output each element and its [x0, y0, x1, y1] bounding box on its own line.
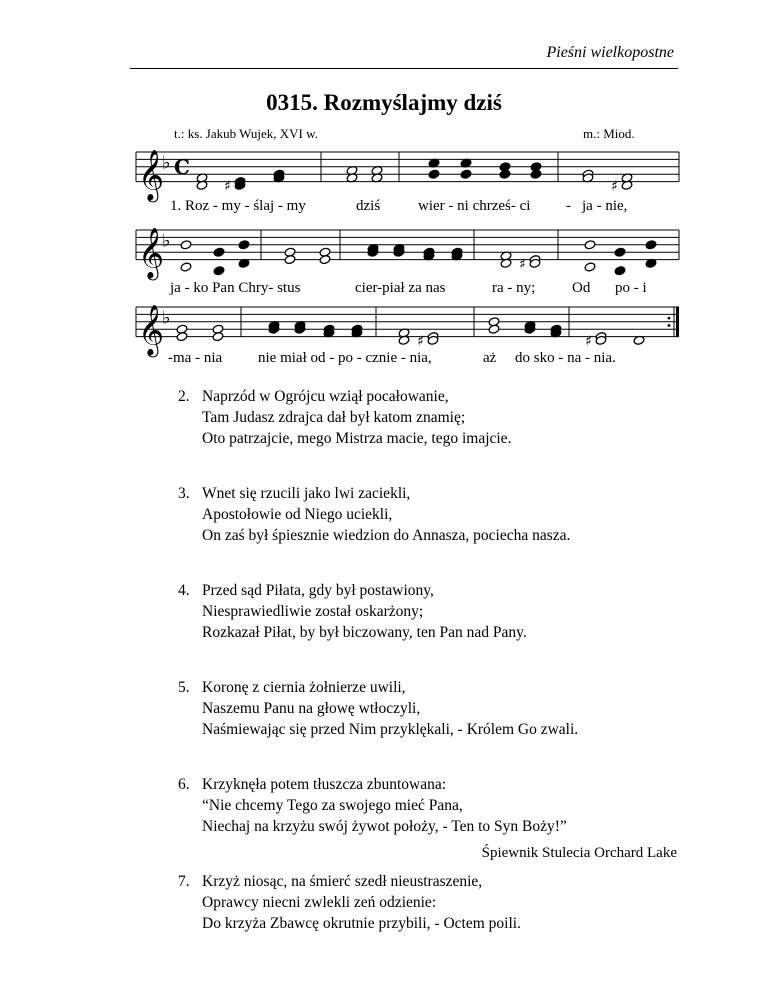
verse	[178, 774, 578, 837]
verse-line: Koronę z ciernia żołnierze uwili,	[202, 679, 406, 696]
verse-number: 7.	[178, 873, 190, 890]
verse-line: Niechaj na krzyżu swój żywot położy, - Ten to Syn Boży!”	[202, 818, 567, 835]
lyric-2-e: po - i	[615, 280, 647, 296]
verse	[178, 483, 578, 546]
quarter-note	[530, 169, 542, 179]
quarter-note	[614, 247, 626, 257]
verse-number: 6.	[178, 776, 190, 793]
verse-line: Krzyż niosąc, na śmierć szedł nieustraszenie,	[202, 873, 483, 890]
treble-clef-icon: 𝄞	[138, 227, 165, 279]
lyric-1-b: dziś	[356, 198, 381, 214]
sharp-icon: ♯	[224, 178, 231, 195]
verse-number: 5.	[178, 679, 190, 696]
half-note	[319, 255, 331, 265]
treble-clef-icon: 𝄞	[138, 304, 165, 356]
half-note	[584, 240, 596, 250]
flat-icon: ♭	[162, 152, 171, 174]
verse-line: Przed sąd Piłata, gdy był postawiony,	[202, 582, 434, 599]
melody-credit: m.: Miod.	[583, 126, 635, 141]
verse-line: “Nie chcemy Tego za swojego mieć Pana,	[202, 797, 463, 814]
verse-number: 2.	[178, 388, 190, 405]
quarter-note	[614, 266, 626, 276]
sharp-icon: ♯	[519, 256, 526, 273]
lyric-3-d: do sko - na - nia.	[515, 350, 616, 366]
verse-line: Wnet się rzucili jako lwi zaciekli,	[202, 485, 411, 502]
lyric-2-d: Od	[572, 280, 591, 296]
sharp-icon: ♯	[585, 333, 592, 350]
verse	[178, 677, 578, 740]
verse	[178, 871, 578, 934]
quarter-note	[499, 169, 511, 179]
verse	[178, 580, 578, 643]
repeat-dot	[668, 324, 671, 327]
sharp-icon: ♯	[611, 178, 618, 195]
running-header: Pieśni wielkopostne	[546, 44, 674, 61]
verse-line: Oprawcy niecni zwlekli zeń odzienie:	[202, 894, 437, 911]
treble-clef-icon: 𝄞	[138, 149, 165, 201]
lyric-2-a: ja - ko Pan Chry- stus	[170, 280, 301, 296]
text-credit: t.: ks. Jakub Wujek, XVI w.	[174, 126, 318, 141]
song-title: 0315. Rozmyślajmy dziś	[266, 90, 502, 115]
verse-line: On zaś był śpiesznie wiedzion do Annasza, pociecha nasza.	[202, 527, 571, 544]
verse-line: Oto patrzajcie, mego Mistrza macie, tego imajcie.	[202, 430, 512, 447]
lyric-3-a: -ma - nia	[168, 350, 223, 366]
verse	[178, 386, 578, 449]
verses	[178, 386, 578, 968]
quarter-note	[428, 169, 440, 179]
half-note	[212, 332, 224, 342]
verse-line: Naśmiewając się przed Nim przyklękali, - Królem Go zwali.	[202, 721, 579, 738]
verse-number: 4.	[178, 582, 190, 599]
flat-icon: ♭	[162, 230, 171, 252]
verse-line: Niesprawiedliwie został oskarżony;	[202, 603, 424, 620]
flat-icon: ♭	[162, 307, 171, 329]
half-note	[176, 332, 188, 342]
lyric-1-e: ja - nie,	[582, 198, 628, 214]
verse-line: Rozkazał Piłat, by był biczowany, ten Pan nad Pany.	[202, 624, 527, 641]
verse-line: Tam Judasz zdrajca dał był katom znamię;	[202, 409, 466, 426]
lyric-3-c: aż	[483, 350, 497, 366]
verse-line: Apostołowie od Niego uciekli,	[202, 506, 393, 523]
half-note	[284, 255, 296, 265]
lyric-1-d: -	[566, 198, 571, 214]
lyric-1-a: 1. Roz - my - ślaj - my	[170, 198, 306, 214]
lyric-1-c: wier - ni chrześ- ci	[418, 198, 531, 214]
half-note	[584, 262, 596, 272]
repeat-dot	[668, 317, 671, 320]
final-barline-thick	[676, 307, 679, 337]
verse-line: Krzyknęła potem tłuszcza zbuntowana:	[202, 776, 447, 793]
footer-source: Śpiewnik Stulecia Orchard Lake	[481, 845, 677, 861]
quarter-note	[213, 247, 225, 257]
half-note	[488, 324, 500, 334]
verse-line: Naprzód w Ogrójcu wziął pocałowanie,	[202, 388, 449, 405]
quarter-note	[645, 240, 657, 250]
quarter-note	[238, 240, 250, 250]
half-note	[180, 240, 192, 250]
quarter-note	[460, 169, 472, 179]
common-time-icon: C	[174, 155, 190, 180]
quarter-note	[213, 266, 225, 276]
lyric-2-c: ra - ny;	[492, 280, 536, 296]
verse-line: Naszemu Panu na głowę wtłoczyli,	[202, 700, 421, 717]
verse-line: Do krzyża Zbawcę okrutnie przybili, - Octem poili.	[202, 915, 521, 932]
lyric-2-b: cier-piał za nas	[355, 280, 446, 296]
sharp-icon: ♯	[417, 333, 424, 350]
verse-number: 3.	[178, 485, 190, 502]
lyric-3-b: nie miał od - po - cznie - nia,	[258, 350, 432, 366]
half-note	[180, 262, 192, 272]
